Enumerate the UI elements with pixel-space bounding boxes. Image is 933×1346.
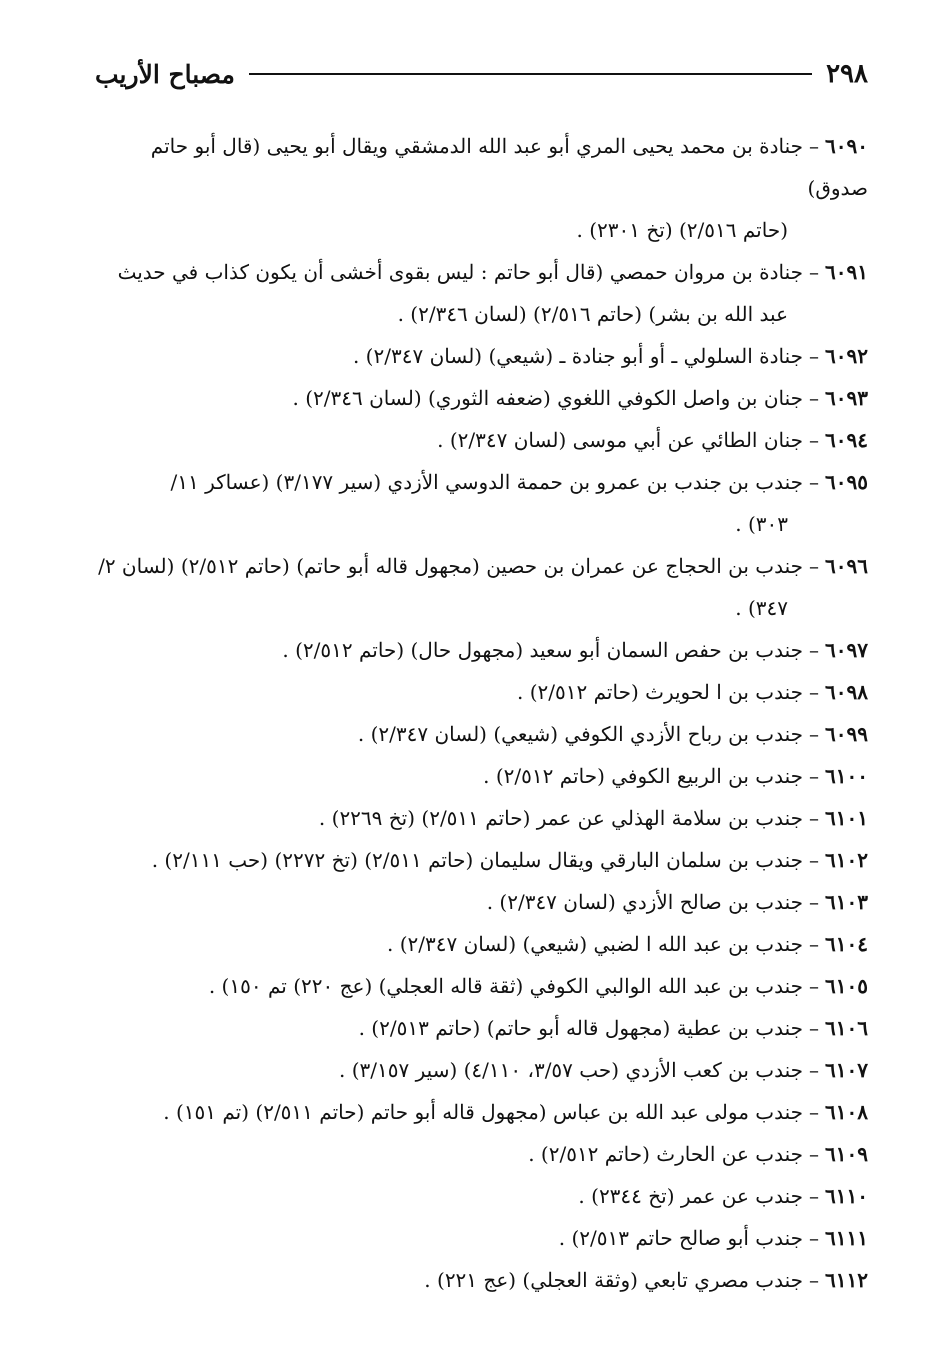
entry-text: جندب بن رباح الأزدي الكوفي (شيعي) (لسان ٢/٣٤٧) . bbox=[357, 722, 804, 746]
entry-text-continuation: ٣٤٧) . bbox=[735, 596, 788, 620]
entry-text-continuation: ٣٠٣) . bbox=[735, 512, 788, 536]
entry-dash: – bbox=[809, 134, 820, 158]
entry-number: ٦١١٢ bbox=[825, 1268, 868, 1292]
entry-dash: – bbox=[809, 680, 820, 704]
entry-dash: – bbox=[809, 1142, 820, 1166]
entry-text: جندب بن عبد الله ا لضبي (شيعي) (لسان ٢/٣٤٧) . bbox=[387, 932, 804, 956]
entry-number: ٦١٠٦ bbox=[825, 1016, 868, 1040]
entry bbox=[85, 1049, 868, 1091]
entry-dash: – bbox=[809, 806, 820, 830]
running-title: مصباح الأريب bbox=[95, 59, 235, 89]
entry-dash: – bbox=[809, 344, 820, 368]
entry-dash: – bbox=[809, 1268, 820, 1292]
entry-text: جندب بن الحجاج عن عمران بن حصين (مجهول قاله أبو حاتم) (حاتم ٢/٥١٢) (لسان ٢/ bbox=[98, 554, 804, 578]
entry-dash: – bbox=[809, 260, 820, 284]
entry-text: جندب بن ا لحويرث (حاتم ٢/٥١٢) . bbox=[517, 680, 804, 704]
entry-dash: – bbox=[809, 428, 820, 452]
page-number: ٢٩٨ bbox=[826, 59, 868, 89]
entry bbox=[85, 923, 868, 965]
entry-dash: – bbox=[809, 1016, 820, 1040]
entry bbox=[85, 671, 868, 713]
entry-text: جندب بن صالح الأزدي (لسان ٢/٣٤٧) . bbox=[486, 890, 804, 914]
header-rule bbox=[249, 73, 812, 75]
entry-text-continuation: عبد الله بن بشر) (حاتم ٢/٥١٦) (لسان ٢/٣٤٦) . bbox=[397, 302, 788, 326]
entry bbox=[85, 839, 868, 881]
entry-dash: – bbox=[809, 764, 820, 788]
entry-text: جنادة السلولي ـ أو أبو جنادة ـ (شيعي) (لسان ٢/٣٤٧) . bbox=[352, 344, 804, 368]
entry-number: ٦١٠٤ bbox=[825, 932, 868, 956]
entry bbox=[85, 965, 868, 1007]
entry bbox=[85, 419, 868, 461]
entry-text: جندب بن سلامة الهذلي عن عمر (حاتم ٢/٥١١) (تخ ٢٢٦٩) . bbox=[318, 806, 804, 830]
entry-number: ٦٠٩٣ bbox=[825, 386, 868, 410]
entry bbox=[85, 1217, 868, 1259]
entry-text: جندب بن عطية (مجهول قاله أبو حاتم) (حاتم ٢/٥١٣) . bbox=[358, 1016, 804, 1040]
entry-text: جندب بن كعب الأزدي (حب ٣/٥٧، ٤/١١٠) (سير ٣/١٥٧) . bbox=[339, 1058, 804, 1082]
entry-number: ٦٠٩٠ bbox=[825, 134, 868, 158]
entry-text: جندب بن سلمان البارقي ويقال سليمان (حاتم ٢/٥١١) (تخ ٢٢٧٢) (حب ٢/١١١) . bbox=[151, 848, 804, 872]
entry-list bbox=[85, 125, 868, 1301]
entry bbox=[85, 125, 868, 251]
entry bbox=[85, 1175, 868, 1217]
entry bbox=[85, 335, 868, 377]
entry-dash: – bbox=[809, 386, 820, 410]
entry-text: جندب عن الحارث (حاتم ٢/٥١٢) . bbox=[528, 1142, 804, 1166]
entry bbox=[85, 713, 868, 755]
entry-dash: – bbox=[809, 1100, 820, 1124]
entry-dash: – bbox=[809, 932, 820, 956]
entry-number: ٦١١١ bbox=[825, 1226, 868, 1250]
entry-dash: – bbox=[809, 1226, 820, 1250]
entry-number: ٦١٠١ bbox=[825, 806, 868, 830]
entry bbox=[85, 545, 868, 629]
entry-text: جندب بن حفص السمان أبو سعيد (مجهول حال) (حاتم ٢/٥١٢) . bbox=[282, 638, 804, 662]
entry-dash: – bbox=[809, 554, 820, 578]
entry-dash: – bbox=[809, 848, 820, 872]
entry-dash: – bbox=[809, 1184, 820, 1208]
entry-number: ٦١٠٢ bbox=[825, 848, 868, 872]
entry-text: جنادة بن محمد يحيى المري أبو عبد الله الدمشقي ويقال أبو يحيى (قال أبو حاتم صدوق) bbox=[150, 134, 868, 200]
entry bbox=[85, 1091, 868, 1133]
entry-number: ٦٠٩٤ bbox=[825, 428, 868, 452]
entry-number: ٦١٠٥ bbox=[825, 974, 868, 998]
entry-text-continuation: (حاتم ٢/٥١٦) (تخ ٢٣٠١) . bbox=[576, 218, 788, 242]
entry-number: ٦١٠٣ bbox=[825, 890, 868, 914]
entry-number: ٦١٠٩ bbox=[825, 1142, 868, 1166]
entry-number: ٦١١٠ bbox=[825, 1184, 868, 1208]
entry-text: جنادة بن مروان حمصي (قال أبو حاتم : ليس بقوى أخشى أن يكون كذاب في حديث bbox=[117, 260, 804, 284]
entry-text: جندب أبو صالح حاتم ٢/٥١٣) . bbox=[558, 1226, 804, 1250]
entry-number: ٦٠٩١ bbox=[825, 260, 868, 284]
entry-text: جندب عن عمر (تخ ٢٣٤٤) . bbox=[578, 1184, 804, 1208]
entry-dash: – bbox=[809, 722, 820, 746]
page-header bbox=[95, 52, 868, 96]
entry bbox=[85, 881, 868, 923]
entry bbox=[85, 797, 868, 839]
entry-number: ٦١٠٨ bbox=[825, 1100, 868, 1124]
entry-number: ٦٠٩٩ bbox=[825, 722, 868, 746]
entry-text: جندب مولى عبد الله بن عباس (مجهول قاله أبو حاتم (حاتم ٢/٥١١) (تم ١٥١) . bbox=[163, 1100, 804, 1124]
entry-text: جندب بن جندب بن عمرو بن حممة الدوسي الأزدي (سير ٣/١٧٧) (عساكر ١١/ bbox=[170, 470, 804, 494]
entry-dash: – bbox=[809, 890, 820, 914]
entry-dash: – bbox=[809, 1058, 820, 1082]
entry bbox=[85, 1007, 868, 1049]
entry bbox=[85, 1133, 868, 1175]
entry-dash: – bbox=[809, 470, 820, 494]
entry bbox=[85, 377, 868, 419]
entry bbox=[85, 1259, 868, 1301]
entry-text: جندب مصري تابعي (وثقة العجلي) (عج ٢٢١) . bbox=[424, 1268, 804, 1292]
entry-number: ٦٠٩٥ bbox=[825, 470, 868, 494]
entry-number: ٦١٠٧ bbox=[825, 1058, 868, 1082]
entry-number: ٦٠٩٢ bbox=[825, 344, 868, 368]
entry-number: ٦٠٩٦ bbox=[825, 554, 868, 578]
entry bbox=[85, 629, 868, 671]
entry-dash: – bbox=[809, 638, 820, 662]
entry-text: جندب بن الربيع الكوفي (حاتم ٢/٥١٢) . bbox=[483, 764, 804, 788]
entry-text: جنان الطائي عن أبي موسى (لسان ٢/٣٤٧) . bbox=[437, 428, 804, 452]
entry bbox=[85, 461, 868, 545]
entry bbox=[85, 251, 868, 335]
entry-number: ٦٠٩٨ bbox=[825, 680, 868, 704]
entry-text: جندب بن عبد الله الوالبي الكوفي (ثقة قاله العجلي) (عج ٢٢٠) تم ١٥٠) . bbox=[208, 974, 804, 998]
entry-dash: – bbox=[809, 974, 820, 998]
entry-text: جنان بن واصل الكوفي اللغوي (ضعفه الثوري) (لسان ٢/٣٤٦) . bbox=[292, 386, 804, 410]
entry bbox=[85, 755, 868, 797]
entry-number: ٦١٠٠ bbox=[825, 764, 868, 788]
entry-number: ٦٠٩٧ bbox=[825, 638, 868, 662]
